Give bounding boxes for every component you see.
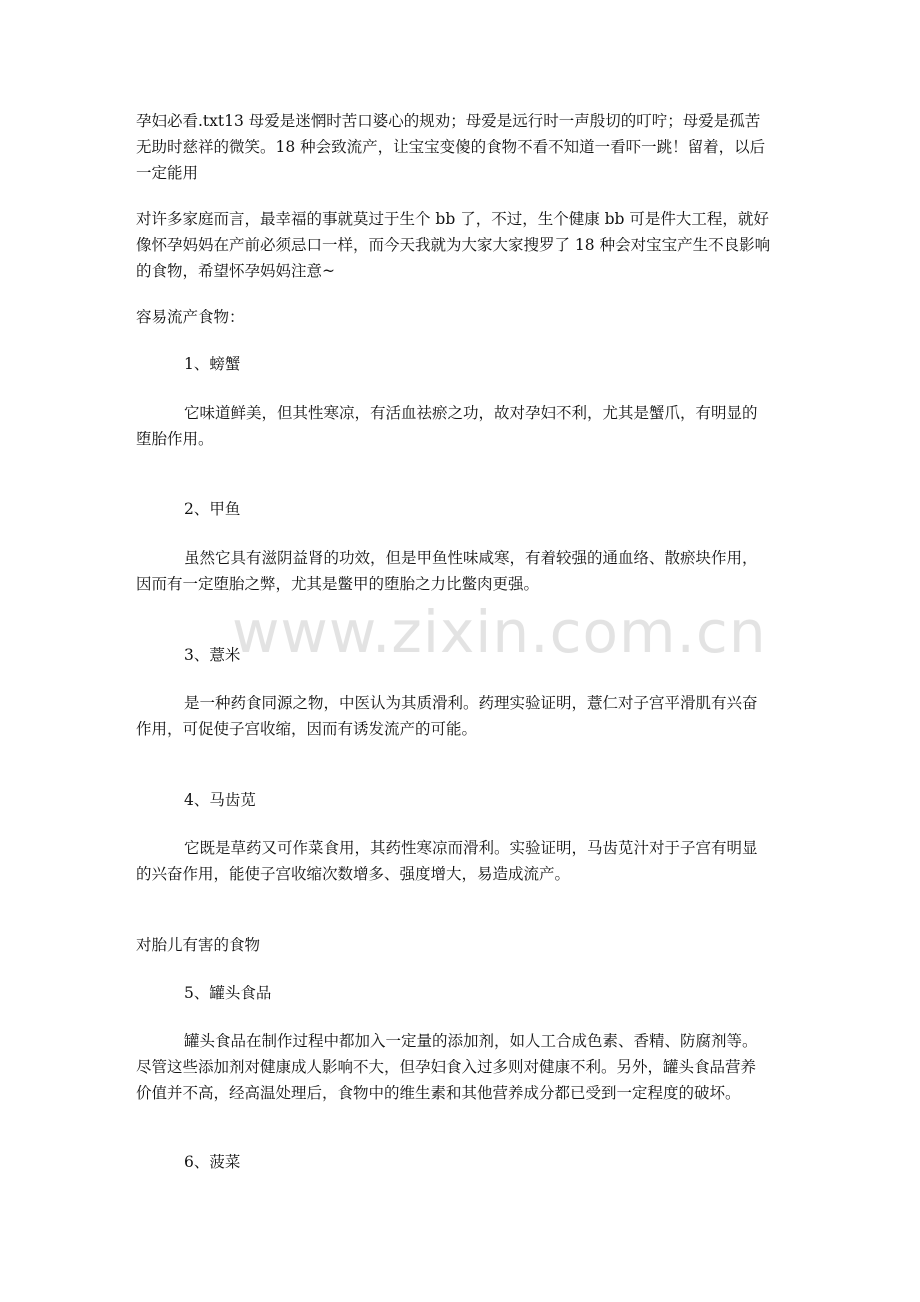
item-text: 尽管这些添加剂对健康成人影响不大，但孕妇食入过多则对健康不利。另外，罐头食品营养	[136, 1058, 757, 1076]
item-text: 的兴奋作用，能使子宫收缩次数增多、强度增大，易造成流产。	[136, 865, 571, 883]
item-text: 作用，可促使子宫收缩，因而有诱发流产的可能。	[136, 720, 478, 738]
item-text: 虽然它具有滋阴益肾的功效，但是甲鱼性味咸寒，有着较强的通血络、散瘀块作用，	[184, 549, 758, 567]
item-text: 是一种药食同源之物，中医认为其质滑利。药理实验证明，薏仁对子宫平滑肌有兴奋	[184, 694, 758, 712]
item-title: 4、马齿苋	[184, 791, 256, 809]
item-text: 因而有一定堕胎之弊，尤其是鳖甲的堕胎之力比鳖肉更强。	[136, 575, 540, 593]
intro-line: 孕妇必看.txt13 母爱是迷惘时苦口婆心的规劝；母爱是远行时一声殷切的叮咛；母爱是孤苦	[136, 112, 761, 130]
item-text: 罐头食品在制作过程中都加入一定量的添加剂，如人工合成色素、香精、防腐剂等。	[184, 1032, 758, 1050]
item-title: 3、薏米	[184, 646, 241, 664]
item-text: 它味道鲜美，但其性寒凉，有活血祛瘀之功，故对孕妇不利，尤其是蟹爪，有明显的	[184, 404, 758, 422]
item-title: 5、罐头食品	[184, 984, 272, 1002]
item-title: 2、甲鱼	[184, 500, 241, 518]
item-text: 价值并不高，经高温处理后，食物中的维生素和其他营养成分都已受到一定程度的破坏。	[136, 1084, 741, 1102]
section-heading: 容易流产食物：	[136, 308, 245, 326]
item-title: 1、螃蟹	[184, 355, 241, 373]
item-text: 堕胎作用。	[136, 430, 214, 448]
section-heading: 对胎儿有害的食物	[136, 936, 261, 954]
item-title: 6、菠菜	[184, 1153, 241, 1171]
intro-line: 一定能用	[136, 164, 199, 182]
watermark-text: www.zixin.com.cn	[232, 598, 767, 666]
preface-line: 的食物，希望怀孕妈妈注意~	[136, 262, 335, 280]
preface-line: 像怀孕妈妈在产前必须忌口一样，而今天我就为大家大家搜罗了 18 种会对宝宝产生不良影响	[136, 236, 771, 254]
item-text: 它既是草药又可作菜食用，其药性寒凉而滑利。实验证明，马齿苋汁对于子宫有明显	[184, 839, 758, 857]
document-page	[136, 0, 786, 1302]
preface-line: 对许多家庭而言，最幸福的事就莫过于生个 bb 了，不过，生个健康 bb 可是件大工程，就好	[136, 210, 769, 228]
intro-line: 无助时慈祥的微笑。18 种会致流产，让宝宝变傻的食物不看不知道一看吓一跳！留着，以后	[136, 138, 766, 156]
